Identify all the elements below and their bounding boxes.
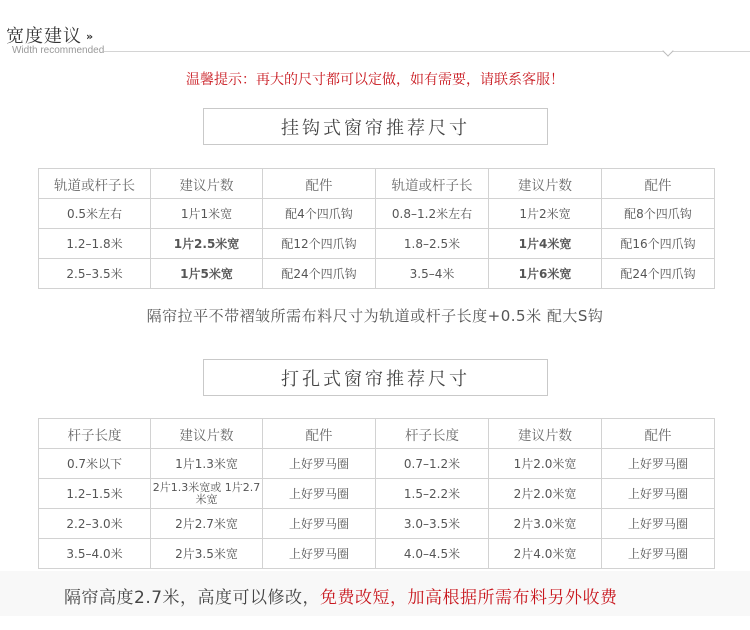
double-chevron-icon: »	[86, 30, 92, 43]
height-note-highlight: 免费改短，加高根据所需布料另外收费	[320, 588, 618, 608]
table-cell: 3.5–4.0米	[39, 539, 151, 569]
table-cell: 2片1.3米宽或 1片2.7米宽	[151, 479, 263, 509]
grommet-curtain-title: 打孔式窗帘推荐尺寸	[203, 359, 548, 396]
table-cell: 配16个四爪钩	[602, 229, 715, 259]
table-cell: 1.2–1.8米	[39, 229, 151, 259]
table-row	[39, 539, 715, 569]
height-note	[64, 583, 618, 608]
table-row	[39, 449, 715, 479]
header-cell: 配件	[263, 419, 376, 449]
table-cell: 1片6米宽	[489, 259, 602, 289]
table-cell: 1片2.0米宽	[489, 449, 602, 479]
table-cell: 1片4米宽	[489, 229, 602, 259]
table-cell: 1片1.3米宽	[151, 449, 263, 479]
header-cell: 轨道或杆子长	[376, 169, 489, 199]
hook-curtain-note: 隔帘拉平不带褶皱所需布料尺寸为轨道或杆子长度+0.5米 配大S钩	[146, 307, 604, 325]
table-cell: 上好罗马圈	[263, 479, 376, 509]
table-cell: 上好罗马圈	[602, 509, 715, 539]
table-cell: 2.5–3.5米	[39, 259, 151, 289]
table-cell: 1片2米宽	[489, 199, 602, 229]
section-title: 宽度建议	[6, 26, 82, 47]
hook-curtain-title: 挂钩式窗帘推荐尺寸	[203, 108, 548, 145]
table-cell: 上好罗马圈	[263, 539, 376, 569]
section-subtitle: Width recommended	[12, 45, 105, 56]
table-cell: 4.0–4.5米	[376, 539, 489, 569]
table-cell: 3.0–3.5米	[376, 509, 489, 539]
height-note-text: 隔帘高度2.7米，高度可以修改，	[64, 588, 321, 608]
table-cell: 2片3.5米宽	[151, 539, 263, 569]
table-cell: 2片3.0米宽	[489, 509, 602, 539]
table-cell: 1.5–2.2米	[376, 479, 489, 509]
table-cell: 1片1米宽	[151, 199, 263, 229]
table-cell: 上好罗马圈	[602, 479, 715, 509]
table-cell: 2片2.7米宽	[151, 509, 263, 539]
header-cell: 配件	[263, 169, 376, 199]
table-cell: 配4个四爪钩	[263, 199, 376, 229]
table-cell: 1片2.5米宽	[151, 229, 263, 259]
header-divider	[104, 51, 750, 52]
table-row	[39, 259, 715, 289]
table-header-row	[39, 419, 715, 449]
table-cell: 上好罗马圈	[602, 449, 715, 479]
header-cell: 建议片数	[489, 169, 602, 199]
table-cell: 2片2.0米宽	[489, 479, 602, 509]
divider-notch-icon	[662, 45, 673, 56]
table-cell: 2片4.0米宽	[489, 539, 602, 569]
table-cell: 上好罗马圈	[263, 509, 376, 539]
table-cell: 0.7–1.2米	[376, 449, 489, 479]
table-header-row	[39, 169, 715, 199]
table-cell: 0.5米左右	[39, 199, 151, 229]
table-row	[39, 199, 715, 229]
table-cell: 配24个四爪钩	[602, 259, 715, 289]
table-row	[39, 229, 715, 259]
hook-curtain-table	[38, 168, 715, 289]
header-cell: 配件	[602, 169, 715, 199]
table-cell: 配8个四爪钩	[602, 199, 715, 229]
table-cell: 配12个四爪钩	[263, 229, 376, 259]
table-cell: 3.5–4米	[376, 259, 489, 289]
table-cell: 上好罗马圈	[263, 449, 376, 479]
table-cell: 上好罗马圈	[602, 539, 715, 569]
header-cell: 建议片数	[151, 169, 263, 199]
table-cell: 0.7米以下	[39, 449, 151, 479]
header-cell: 杆子长度	[39, 419, 151, 449]
header-cell: 轨道或杆子长	[39, 169, 151, 199]
table-cell: 1.2–1.5米	[39, 479, 151, 509]
table-cell: 2.2–3.0米	[39, 509, 151, 539]
table-cell: 1片5米宽	[151, 259, 263, 289]
header-cell: 建议片数	[151, 419, 263, 449]
table-row	[39, 479, 715, 509]
header-cell: 建议片数	[489, 419, 602, 449]
header-cell: 杆子长度	[376, 419, 489, 449]
table-cell: 0.8–1.2米左右	[376, 199, 489, 229]
grommet-curtain-table	[38, 418, 715, 569]
table-row	[39, 509, 715, 539]
table-cell: 1.8–2.5米	[376, 229, 489, 259]
header-cell: 配件	[602, 419, 715, 449]
table-cell: 配24个四爪钩	[263, 259, 376, 289]
notice-text: 温馨提示：再大的尺寸都可以定做，如有需要，请联系客服！	[186, 72, 564, 88]
